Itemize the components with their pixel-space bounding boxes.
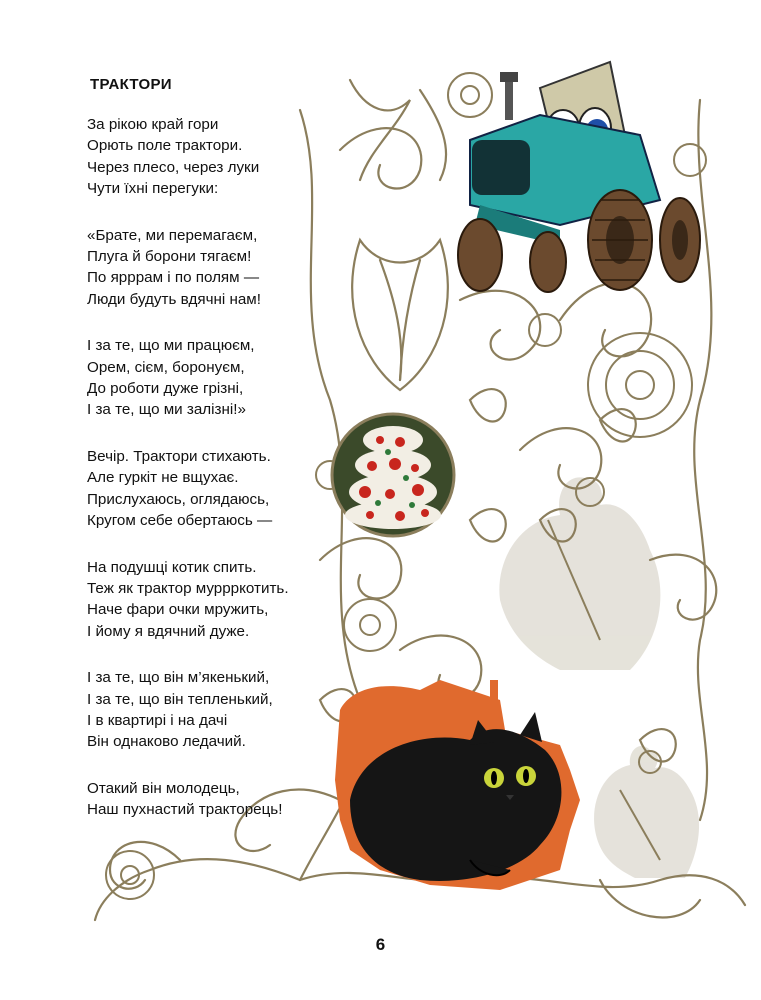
poem-line: По ярррам і по полям — bbox=[87, 269, 260, 287]
poem-line: Але гуркіт не вщухає. bbox=[87, 469, 239, 487]
poem-line: Орють поле трактори. bbox=[87, 137, 243, 155]
poem-line: Кругом себе обертаюсь — bbox=[87, 512, 273, 530]
stanza bbox=[87, 335, 332, 421]
page-number: 6 bbox=[375, 935, 386, 954]
poem-line: «Брате, ми перемагаєм, bbox=[87, 226, 258, 244]
embroidered-pillows-medallion bbox=[332, 414, 454, 536]
stanza bbox=[87, 557, 332, 643]
stanza bbox=[87, 225, 332, 311]
poem-line: Наш пухнастий тракторець! bbox=[87, 801, 283, 819]
poem-line: І йому я вдячний дуже. bbox=[87, 622, 250, 640]
poem-line: Він однаково ледачий. bbox=[87, 733, 246, 751]
poem-body bbox=[87, 114, 332, 846]
poem-line: І за те, що ми залізні!» bbox=[87, 401, 246, 419]
tractor-illustration bbox=[458, 62, 700, 292]
poem-line: Через плесо, через луки bbox=[87, 158, 260, 176]
poem-line: Прислухаюсь, оглядаюсь, bbox=[87, 490, 270, 508]
poem-line: Люди будуть вдячні нам! bbox=[87, 290, 261, 308]
poem-line: І за те, що ми працюєм, bbox=[87, 337, 255, 355]
stanza bbox=[87, 667, 332, 753]
poem-line: До роботи дуже грізні, bbox=[87, 380, 244, 398]
poem-line: Плуга й борони тягаєм! bbox=[87, 248, 252, 266]
stanza bbox=[87, 778, 332, 821]
poem-line: Наче фари очки мружить, bbox=[87, 601, 269, 619]
poem-line: І в квартирі і на дачі bbox=[87, 711, 228, 729]
stanza bbox=[87, 446, 332, 532]
poem-line: Вечір. Трактори стихають. bbox=[87, 447, 271, 465]
poem-line: Орем, сієм, боронуєм, bbox=[87, 358, 245, 376]
poem-title: ТРАКТОРИ bbox=[90, 76, 172, 93]
poem-line: Теж як трактор муррркотить. bbox=[87, 579, 289, 597]
poem-line: Чути їхні перегуки: bbox=[87, 180, 219, 198]
poem-line: І за те, що він м’якенький, bbox=[87, 669, 270, 687]
poem-line: Отакий він молодець, bbox=[87, 779, 240, 797]
poem-line: На подушці котик спить. bbox=[87, 558, 257, 576]
stanza bbox=[87, 114, 332, 200]
black-cat-illustration bbox=[335, 680, 580, 890]
poem-line: За рікою край гори bbox=[87, 116, 219, 133]
poem-line: І за те, що він тепленький, bbox=[87, 690, 273, 708]
